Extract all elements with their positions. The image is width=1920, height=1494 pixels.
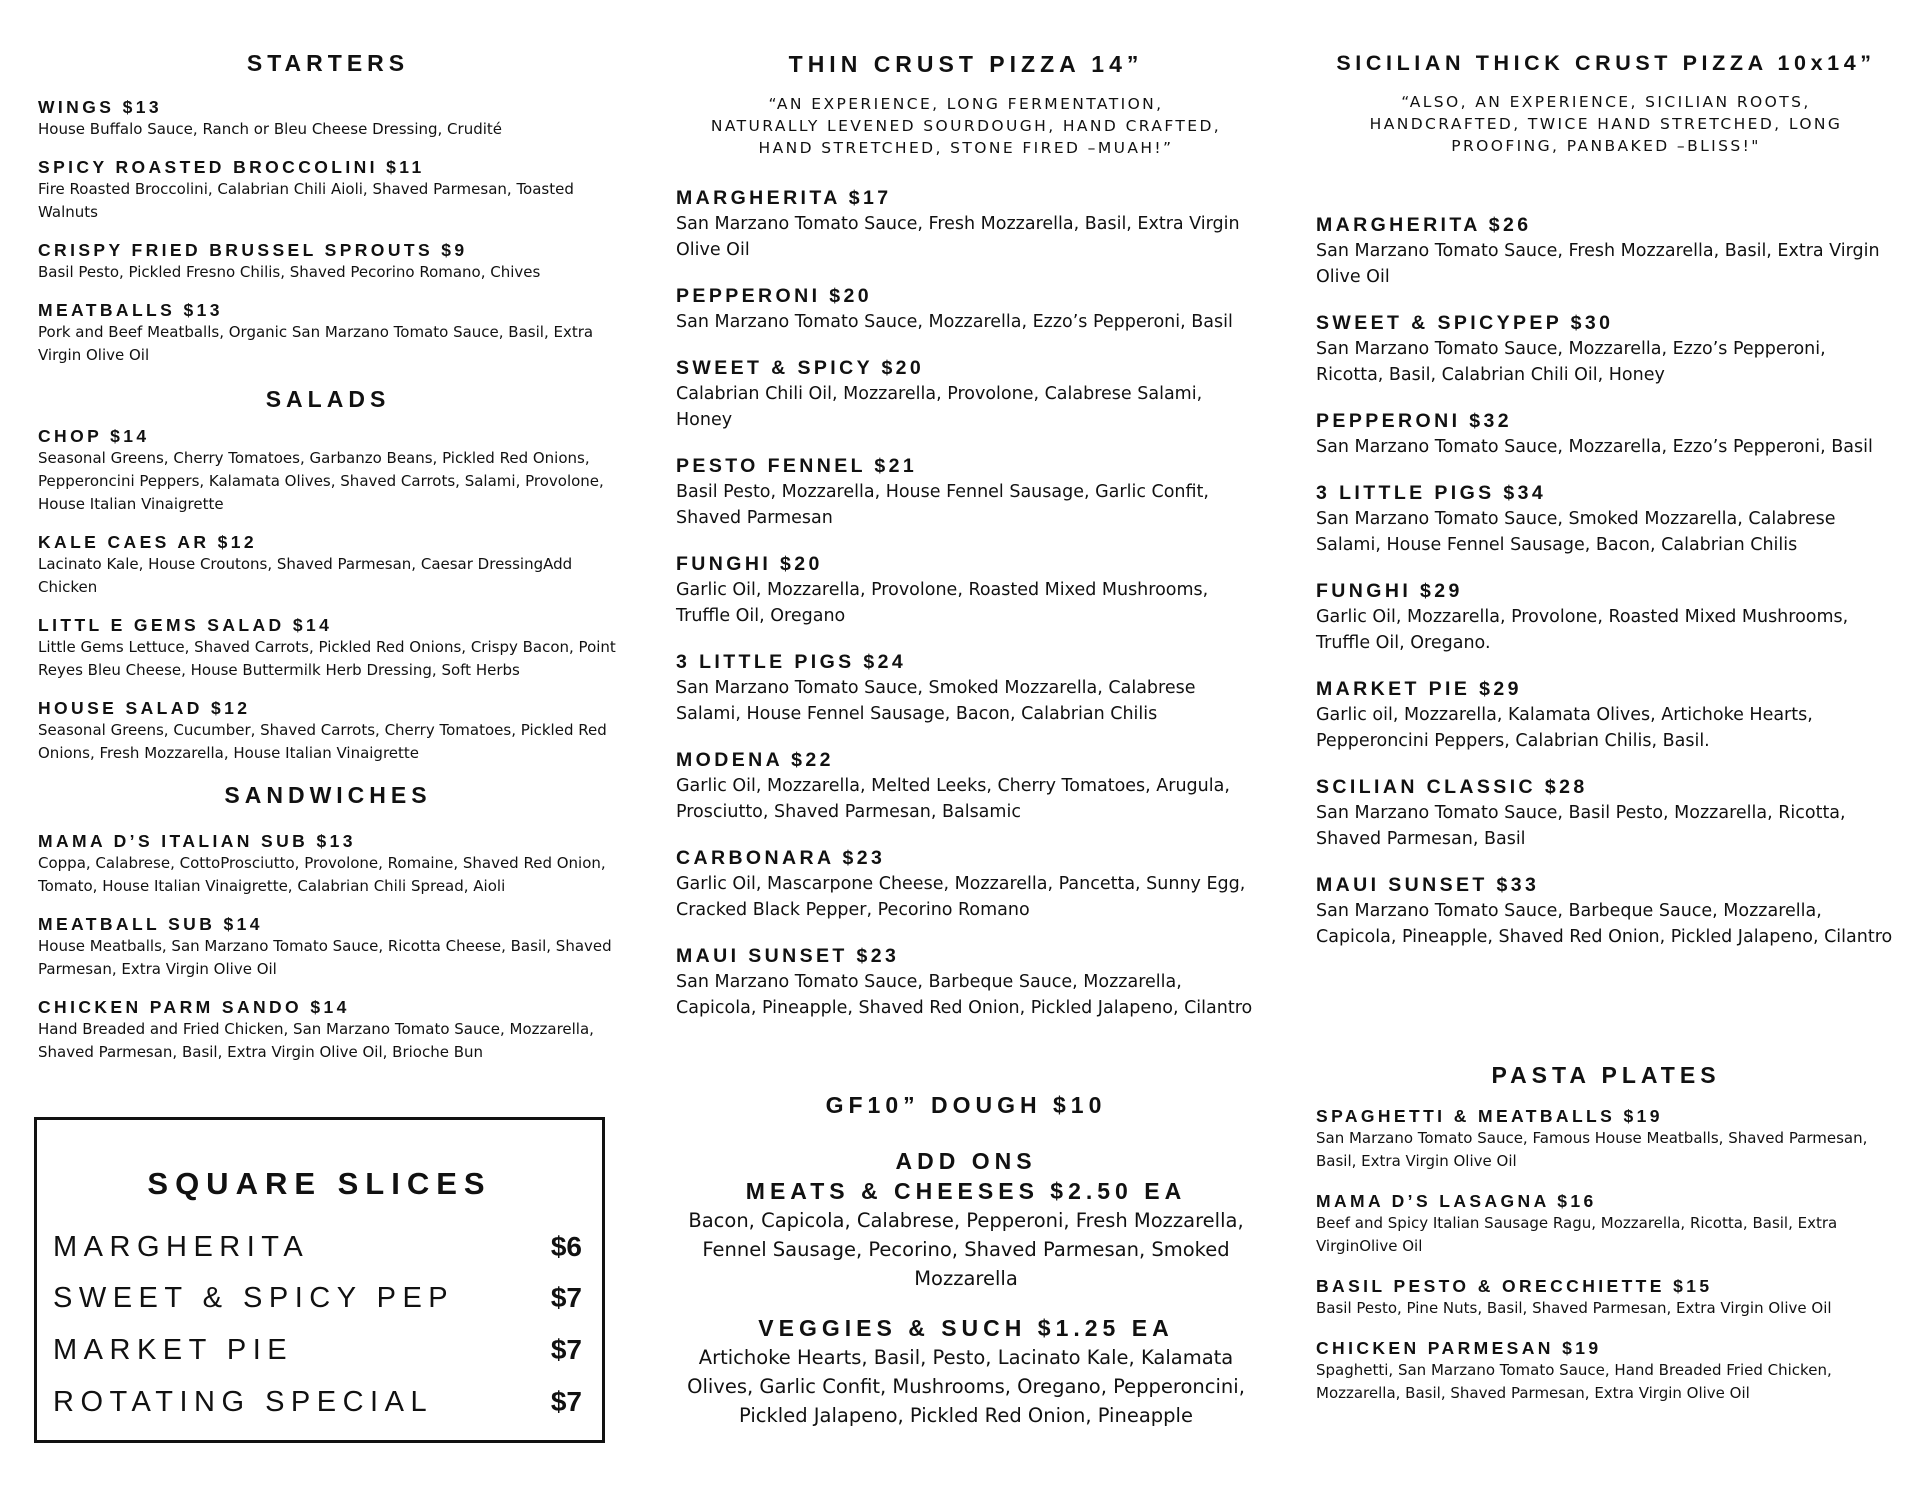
menu-item bbox=[1316, 676, 1896, 754]
menu-item bbox=[676, 747, 1256, 825]
section-title-square-slices: SQUARE SLICES bbox=[147, 1166, 492, 1201]
starters-section bbox=[38, 50, 618, 77]
menu-item bbox=[1316, 212, 1896, 290]
item-desc: San Marzano Tomato Sauce, Mozzarella, Ezzo’s Pepperoni, Basil bbox=[1316, 437, 1873, 457]
section-title-pasta: PASTA PLATES bbox=[1491, 1062, 1721, 1088]
menu-item bbox=[1316, 1275, 1896, 1320]
item-name: PEPPERONI $20 bbox=[676, 285, 872, 307]
item-desc: Calabrian Chili Oil, Mozzarella, Provolone, Calabrese Salami, Honey bbox=[676, 384, 1203, 430]
slice-name: ROTATING SPECIAL bbox=[53, 1385, 434, 1418]
gf-dough-heading: GF10” DOUGH $10 bbox=[825, 1092, 1107, 1118]
meats-cheeses-title: MEATS & CHEESES $2.50 EA bbox=[745, 1178, 1187, 1204]
item-name: MARKET PIE $29 bbox=[1316, 678, 1522, 700]
item-name: WINGS $13 bbox=[38, 97, 162, 117]
slice-price: $7 bbox=[550, 1282, 582, 1313]
item-name: FUNGHI $29 bbox=[1316, 580, 1463, 602]
menu-item bbox=[1316, 578, 1896, 656]
item-desc: Fire Roasted Broccolini, Calabrian Chili Aioli, Shaved Parmesan, Toasted Walnuts bbox=[38, 180, 574, 221]
menu-item bbox=[676, 283, 1256, 335]
menu-item bbox=[1316, 1337, 1896, 1405]
item-desc: Beef and Spicy Italian Sausage Ragu, Mozzarella, Ricotta, Basil, Extra VirginOlive Oil bbox=[1316, 1214, 1838, 1255]
item-name: CHOP $14 bbox=[38, 426, 150, 446]
menu-item bbox=[38, 830, 618, 898]
slice-price: $7 bbox=[550, 1334, 582, 1365]
item-desc: Garlic Oil, Mozzarella, Provolone, Roasted Mixed Mushrooms, Truffle Oil, Oregano. bbox=[1316, 607, 1849, 653]
item-name: SWEET & SPICY $20 bbox=[676, 357, 925, 379]
menu-item bbox=[38, 96, 618, 141]
starters-list bbox=[38, 96, 618, 382]
item-desc: Little Gems Lettuce, Shaved Carrots, Pickled Red Onions, Crispy Bacon, Point Reyes Bleu Cheese, House Buttermilk Herb Dressing, Soft Herbs bbox=[38, 638, 616, 679]
tagline-line: HAND STRETCHED, STONE FIRED –MUAH!” bbox=[758, 139, 1174, 157]
item-name: MARGHERITA $17 bbox=[676, 187, 892, 209]
section-title-starters: STARTERS bbox=[246, 50, 410, 76]
item-desc: San Marzano Tomato Sauce, Fresh Mozzarella, Basil, Extra Virgin Olive Oil bbox=[1316, 241, 1880, 287]
item-name: MEATBALL SUB $14 bbox=[38, 914, 263, 934]
menu-item bbox=[38, 156, 618, 224]
tagline-line: “AN EXPERIENCE, LONG FERMENTATION, bbox=[768, 95, 1164, 113]
item-desc: Hand Breaded and Fried Chicken, San Marzano Tomato Sauce, Mozzarella, Shaved Parmesan, Basil, Extra Virgin Olive Oil, Brioche Bun bbox=[38, 1020, 594, 1061]
slice-row bbox=[53, 1330, 582, 1370]
veggies-title: VEGGIES & SUCH $1.25 EA bbox=[758, 1315, 1174, 1341]
item-desc: San Marzano Tomato Sauce, Smoked Mozzarella, Calabrese Salami, House Fennel Sausage, Bacon, Calabrian Chilis bbox=[1316, 509, 1836, 555]
add-ons-title: ADD ONS bbox=[895, 1148, 1037, 1174]
meats-cheeses-list: Bacon, Capicola, Calabrese, Pepperoni, Fresh Mozzarella, Fennel Sausage, Pecorino, Shaved Parmesan, Smoked Mozzarella bbox=[688, 1209, 1244, 1290]
section-title-thin-crust: THIN CRUST PIZZA 14” bbox=[788, 51, 1144, 77]
slice-price: $6 bbox=[550, 1231, 582, 1262]
tagline-line: HANDCRAFTED, TWICE HAND STRETCHED, LONG bbox=[1369, 115, 1843, 133]
sicilian-list bbox=[1316, 212, 1896, 970]
veggies-list: Artichoke Hearts, Basil, Pesto, Lacinato Kale, Kalamata Olives, Garlic Confit, Mushrooms, Oregano, Pepperoncini, Pickled Jalapeno, Pickled Red Onion, Pineapple bbox=[687, 1346, 1245, 1427]
item-desc: San Marzano Tomato Sauce, Barbeque Sauce, Mozzarella, Capicola, Pineapple, Shaved Red Onion, Pickled Jalapeno, Cilantro bbox=[676, 972, 1253, 1018]
slice-name: MARKET PIE bbox=[53, 1333, 294, 1366]
menu-item bbox=[1316, 480, 1896, 558]
item-desc: Garlic Oil, Mozzarella, Melted Leeks, Cherry Tomatoes, Arugula, Prosciutto, Shaved Parmesan, Balsamic bbox=[676, 776, 1230, 822]
item-name: SWEET & SPICYPEP $30 bbox=[1316, 312, 1614, 334]
slice-row bbox=[53, 1382, 582, 1422]
menu-item bbox=[676, 649, 1256, 727]
item-name: SPAGHETTI & MEATBALLS $19 bbox=[1316, 1106, 1663, 1126]
item-name: MAMA D’S LASAGNA $16 bbox=[1316, 1191, 1597, 1211]
menu-item bbox=[676, 355, 1256, 433]
menu-item bbox=[676, 845, 1256, 923]
item-desc: Seasonal Greens, Cucumber, Shaved Carrots, Cherry Tomatoes, Pickled Red Onions, Fresh Mozzarella, House Italian Vinaigrette bbox=[38, 721, 607, 762]
item-desc: San Marzano Tomato Sauce, Mozzarella, Ezzo’s Pepperoni, Basil bbox=[676, 312, 1233, 332]
section-title-sicilian: SICILIAN THICK CRUST PIZZA 10x14” bbox=[1336, 51, 1876, 75]
item-desc: Seasonal Greens, Cherry Tomatoes, Garbanzo Beans, Pickled Red Onions, Pepperoncini Peppers, Kalamata Olives, Shaved Carrots, Salami, Provolone, House Italian Vinaigrette bbox=[38, 449, 604, 513]
item-name: PEPPERONI $32 bbox=[1316, 410, 1512, 432]
item-desc: San Marzano Tomato Sauce, Fresh Mozzarella, Basil, Extra Virgin Olive Oil bbox=[676, 214, 1240, 260]
item-desc: Garlic Oil, Mozzarella, Provolone, Roasted Mixed Mushrooms, Truffle Oil, Oregano bbox=[676, 580, 1209, 626]
item-desc: Basil Pesto, Pickled Fresno Chilis, Shaved Pecorino Romano, Chives bbox=[38, 263, 541, 281]
item-name: SPICY ROASTED BROCCOLINI $11 bbox=[38, 157, 425, 177]
item-name: MODENA $22 bbox=[676, 749, 834, 771]
item-desc: San Marzano Tomato Sauce, Mozzarella, Ezzo’s Pepperoni, Ricotta, Basil, Calabrian Chili Oil, Honey bbox=[1316, 339, 1826, 385]
menu-item bbox=[676, 551, 1256, 629]
menu-item bbox=[676, 185, 1256, 263]
item-name: CHICKEN PARM SANDO $14 bbox=[38, 997, 350, 1017]
item-desc: Pork and Beef Meatballs, Organic San Marzano Tomato Sauce, Basil, Extra Virgin Olive Oil bbox=[38, 323, 594, 364]
item-desc: San Marzano Tomato Sauce, Smoked Mozzarella, Calabrese Salami, House Fennel Sausage, Bacon, Calabrian Chilis bbox=[676, 678, 1196, 724]
item-desc: Basil Pesto, Mozzarella, House Fennel Sausage, Garlic Confit, Shaved Parmesan bbox=[676, 482, 1209, 528]
slice-price: $7 bbox=[550, 1386, 582, 1417]
sandwiches-list bbox=[38, 830, 618, 1079]
menu-item bbox=[1316, 1105, 1896, 1173]
item-desc: House Buffalo Sauce, Ranch or Bleu Cheese Dressing, Crudité bbox=[38, 120, 503, 138]
item-name: PESTO FENNEL $21 bbox=[676, 455, 918, 477]
menu-item bbox=[38, 531, 618, 599]
sicilian-tagline bbox=[1316, 91, 1896, 157]
tagline-line: PROOFING, PANBAKED –BLISS!" bbox=[1451, 137, 1761, 155]
section-title-salads: SALADS bbox=[265, 386, 391, 412]
menu-item bbox=[38, 614, 618, 682]
item-name: FUNGHI $20 bbox=[676, 553, 823, 575]
item-desc: Coppa, Calabrese, CottoProsciutto, Provolone, Romaine, Shaved Red Onion, Tomato, House Italian Vinaigrette, Calabrian Chili Spread, Aioli bbox=[38, 854, 606, 895]
item-desc: San Marzano Tomato Sauce, Basil Pesto, Mozzarella, Ricotta, Shaved Parmesan, Basil bbox=[1316, 803, 1846, 849]
menu-item bbox=[676, 453, 1256, 531]
menu-item bbox=[1316, 408, 1896, 460]
item-name: MARGHERITA $26 bbox=[1316, 214, 1532, 236]
item-desc: Garlic Oil, Mascarpone Cheese, Mozzarella, Pancetta, Sunny Egg, Cracked Black Pepper, Pecorino Romano bbox=[676, 874, 1246, 920]
slice-name: MARGHERITA bbox=[53, 1230, 310, 1263]
menu-item bbox=[38, 996, 618, 1064]
item-desc: San Marzano Tomato Sauce, Barbeque Sauce, Mozzarella, Capicola, Pineapple, Shaved Red Onion, Pickled Jalapeno, Cilantro bbox=[1316, 901, 1893, 947]
thin-crust-list bbox=[676, 185, 1256, 1041]
menu-item bbox=[38, 239, 618, 284]
menu-item bbox=[1316, 774, 1896, 852]
item-name: MEATBALLS $13 bbox=[38, 300, 223, 320]
item-name: LITTL E GEMS SALAD $14 bbox=[38, 615, 333, 635]
menu-item bbox=[1316, 872, 1896, 950]
item-name: MAUI SUNSET $33 bbox=[1316, 874, 1540, 896]
menu-item bbox=[676, 943, 1256, 1021]
item-desc: Lacinato Kale, House Croutons, Shaved Parmesan, Caesar DressingAdd Chicken bbox=[38, 555, 573, 596]
item-desc: San Marzano Tomato Sauce, Famous House Meatballs, Shaved Parmesan, Basil, Extra Virgin Olive Oil bbox=[1316, 1129, 1868, 1170]
item-name: CRISPY FRIED BRUSSEL SPROUTS $9 bbox=[38, 240, 468, 260]
menu-item bbox=[1316, 1190, 1896, 1258]
tagline-line: “ALSO, AN EXPERIENCE, SICILIAN ROOTS, bbox=[1401, 93, 1811, 111]
item-name: MAMA D’S ITALIAN SUB $13 bbox=[38, 831, 356, 851]
item-name: HOUSE SALAD $12 bbox=[38, 698, 251, 718]
item-name: BASIL PESTO & ORECCHIETTE $15 bbox=[1316, 1276, 1713, 1296]
tagline-line: NATURALLY LEVENED SOURDOUGH, HAND CRAFTED, bbox=[710, 117, 1222, 135]
slice-name: SWEET & SPICY PEP bbox=[53, 1281, 455, 1314]
item-desc: House Meatballs, San Marzano Tomato Sauce, Ricotta Cheese, Basil, Shaved Parmesan, Extra Virgin Olive Oil bbox=[38, 937, 612, 978]
menu-item bbox=[38, 697, 618, 765]
section-title-sandwiches: SANDWICHES bbox=[224, 782, 432, 808]
item-name: MAUI SUNSET $23 bbox=[676, 945, 900, 967]
item-name: KALE CAES AR $12 bbox=[38, 532, 258, 552]
item-name: CHICKEN PARMESAN $19 bbox=[1316, 1338, 1602, 1358]
thin-crust-tagline bbox=[676, 93, 1256, 159]
item-desc: Basil Pesto, Pine Nuts, Basil, Shaved Parmesan, Extra Virgin Olive Oil bbox=[1316, 1299, 1832, 1317]
item-desc: Spaghetti, San Marzano Tomato Sauce, Hand Breaded Fried Chicken, Mozzarella, Basil, Shaved Parmesan, Extra Virgin Olive Oil bbox=[1316, 1361, 1832, 1402]
salads-list bbox=[38, 425, 618, 780]
square-slices-box bbox=[34, 1117, 605, 1443]
item-name: 3 LITTLE PIGS $24 bbox=[676, 651, 907, 673]
menu-item bbox=[38, 425, 618, 516]
add-ons-section bbox=[676, 1146, 1256, 1430]
item-name: 3 LITTLE PIGS $34 bbox=[1316, 482, 1547, 504]
item-name: CARBONARA $23 bbox=[676, 847, 886, 869]
pasta-section bbox=[1316, 1062, 1896, 1422]
item-name: SCILIAN CLASSIC $28 bbox=[1316, 776, 1588, 798]
slice-row bbox=[53, 1278, 582, 1318]
menu-item bbox=[1316, 310, 1896, 388]
slice-row bbox=[53, 1227, 582, 1267]
menu-item bbox=[38, 913, 618, 981]
item-desc: Garlic oil, Mozzarella, Kalamata Olives, Artichoke Hearts, Pepperoncini Peppers, Calabrian Chilis, Basil. bbox=[1316, 705, 1813, 751]
menu-item bbox=[38, 299, 618, 367]
